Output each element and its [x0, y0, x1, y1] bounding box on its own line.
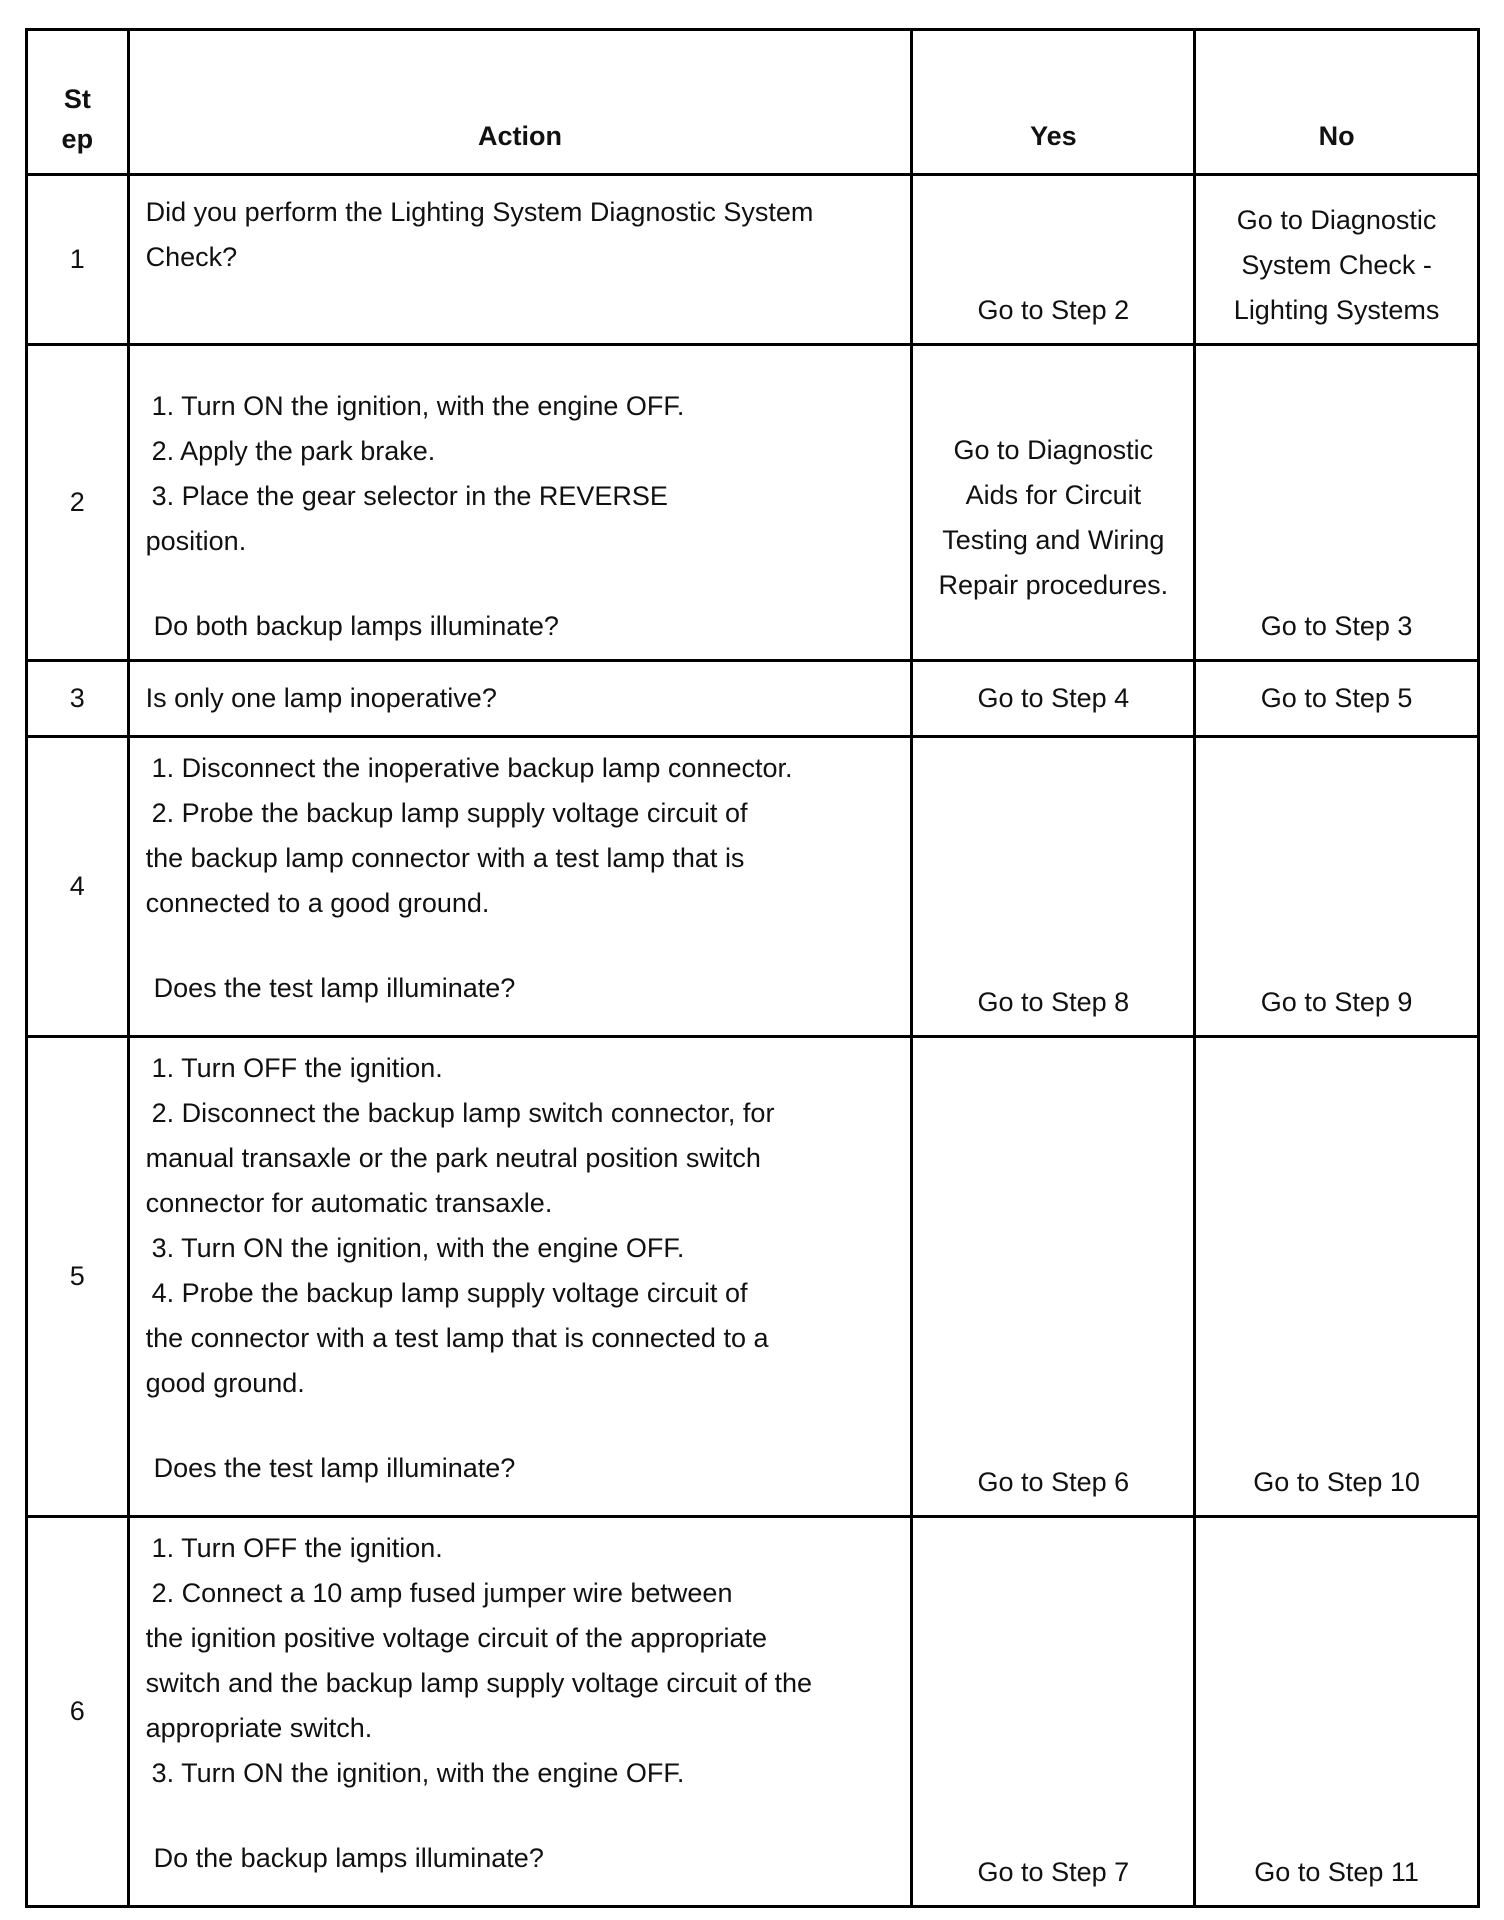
action-line: manual transaxle or the park neutral position switch	[145, 1143, 761, 1173]
step-number: 3	[27, 661, 129, 737]
no-cell	[1195, 175, 1479, 345]
yes-cell	[912, 175, 1195, 345]
no-result: Go to Step 11	[1254, 1857, 1419, 1887]
yes-cell	[912, 1037, 1195, 1517]
header-yes: Yes	[912, 30, 1195, 175]
action-cell	[128, 1517, 912, 1907]
header-step: St ep	[27, 30, 129, 175]
action-line: 1. Disconnect the inoperative backup lamp connector.	[151, 753, 793, 783]
action-line: Did you perform the Lighting System Diagnostic System	[145, 197, 814, 227]
action-line: connected to a good ground.	[145, 888, 490, 918]
action-line: connector for automatic transaxle.	[145, 1188, 553, 1218]
no-result: Go to Diagnostic System Check - Lighting Systems	[1233, 205, 1440, 325]
step-number: 6	[27, 1517, 129, 1907]
action-line: switch and the backup lamp supply voltage circuit of the	[145, 1668, 812, 1698]
action-line: 1. Turn OFF the ignition.	[151, 1533, 443, 1563]
table-row	[27, 661, 1479, 737]
header-no: No	[1195, 30, 1479, 175]
no-result: Go to Step 9	[1260, 987, 1413, 1017]
action-cell	[128, 1037, 912, 1517]
no-cell	[1195, 737, 1479, 1037]
action-question: Do both backup lamps illuminate?	[153, 611, 559, 641]
step-number: 5	[27, 1037, 129, 1517]
table-row	[27, 1517, 1479, 1907]
action-question: Do the backup lamps illuminate?	[153, 1843, 544, 1873]
header-row	[27, 30, 1479, 175]
action-cell	[128, 175, 912, 345]
action-line: good ground.	[145, 1368, 305, 1398]
action-question: Does the test lamp illuminate?	[153, 1453, 516, 1483]
action-line: 1. Turn OFF the ignition.	[151, 1053, 443, 1083]
no-cell	[1195, 1517, 1479, 1907]
yes-cell	[912, 345, 1195, 661]
table-row	[27, 345, 1479, 661]
action-line: 2. Connect a 10 amp fused jumper wire between	[151, 1578, 733, 1608]
yes-cell	[912, 661, 1195, 737]
header-action: Action	[128, 30, 912, 175]
action-line: 2. Probe the backup lamp supply voltage circuit of	[151, 798, 748, 828]
action-cell	[128, 345, 912, 661]
step-number: 2	[27, 345, 129, 661]
table-row	[27, 1037, 1479, 1517]
action-line: Is only one lamp inoperative?	[145, 683, 497, 713]
action-line: the connector with a test lamp that is connected to a	[145, 1323, 769, 1353]
no-result: Go to Step 10	[1253, 1467, 1420, 1497]
yes-result: Go to Step 8	[977, 987, 1130, 1017]
action-line: appropriate switch.	[145, 1713, 373, 1743]
yes-result: Go to Step 7	[977, 1857, 1130, 1887]
yes-result: Go to Step 4	[977, 683, 1130, 713]
yes-result: Go to Diagnostic Aids for Circuit Testing and Wiring Repair procedures.	[938, 434, 1169, 600]
no-cell	[1195, 1037, 1479, 1517]
no-result: Go to Step 3	[1260, 611, 1413, 641]
action-line: Check?	[145, 242, 238, 272]
action-line: position.	[145, 526, 247, 556]
table-row	[27, 737, 1479, 1037]
step-number: 4	[27, 737, 129, 1037]
action-line: 3. Place the gear selector in the REVERSE	[151, 481, 668, 511]
step-number: 1	[27, 175, 129, 345]
no-result: Go to Step 5	[1260, 683, 1413, 713]
action-line: the ignition positive voltage circuit of the appropriate	[145, 1623, 767, 1653]
action-line: 1. Turn ON the ignition, with the engine OFF.	[151, 391, 685, 421]
table-row	[27, 175, 1479, 345]
no-cell	[1195, 345, 1479, 661]
action-cell	[128, 737, 912, 1037]
action-cell	[128, 661, 912, 737]
no-cell	[1195, 661, 1479, 737]
action-line: 3. Turn ON the ignition, with the engine OFF.	[151, 1233, 685, 1263]
action-line: the backup lamp connector with a test lamp that is	[145, 843, 745, 873]
yes-result: Go to Step 2	[977, 295, 1130, 325]
diagnostic-table	[25, 28, 1480, 1908]
action-line: 3. Turn ON the ignition, with the engine OFF.	[151, 1758, 685, 1788]
action-line: 2. Apply the park brake.	[151, 436, 436, 466]
action-question: Does the test lamp illuminate?	[153, 973, 516, 1003]
yes-result: Go to Step 6	[977, 1467, 1130, 1497]
yes-cell	[912, 737, 1195, 1037]
action-line: 2. Disconnect the backup lamp switch connector, for	[151, 1098, 775, 1128]
action-line: 4. Probe the backup lamp supply voltage circuit of	[151, 1278, 748, 1308]
yes-cell	[912, 1517, 1195, 1907]
table-body	[27, 175, 1479, 1907]
